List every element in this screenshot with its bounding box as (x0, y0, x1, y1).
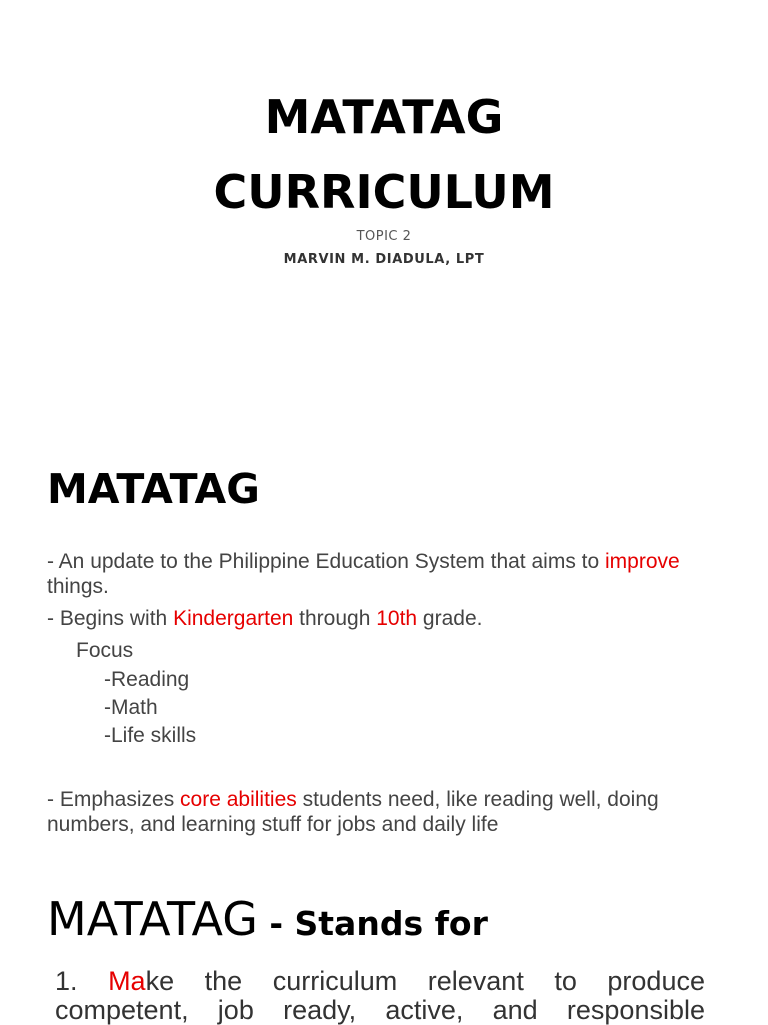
item-text: ke the curriculum relevant to produce competent, job ready, active, and responsible (55, 966, 705, 1025)
definition-text-end: things. (47, 575, 109, 598)
section-heading-matatag: MATATAG (47, 465, 260, 513)
topic-label: TOPIC 2 (356, 229, 412, 244)
highlight-kindergarten: Kindergarten (173, 607, 294, 630)
highlight-improve: improve (605, 550, 680, 573)
emphasis-paragraph (47, 787, 687, 837)
emphasis-text-end: students need, like reading well, doing numbers, and learning stuff for jobs and daily life (47, 788, 659, 836)
cover-title-line2: CURRICULUM (213, 165, 555, 219)
highlight-core-abilities: core abilities (180, 788, 297, 811)
heading-stands-for: - Stands for (257, 904, 488, 943)
grades-text: - Begins with (47, 607, 174, 630)
acronym-letters-ma: Ma (108, 966, 146, 996)
definition-text: - An update to the Philippine Education System that aims to (47, 550, 605, 573)
focus-item-math: -Math (104, 696, 158, 719)
grades-text-end: grade. (417, 607, 483, 630)
section-heading-stands-for (47, 892, 488, 946)
focus-item-life-skills: -Life skills (104, 724, 197, 747)
heading-matatag: MATATAG (47, 892, 258, 946)
grades-paragraph (47, 606, 482, 631)
cover-title-line1: MATATAG (264, 90, 504, 144)
focus-item-reading: -Reading (104, 668, 190, 691)
highlight-10th: 10th (376, 607, 418, 630)
definition-paragraph (47, 549, 687, 599)
author-name: MARVIN M. DIADULA, LPT (283, 252, 485, 267)
item-number: 1. (55, 966, 109, 996)
acronym-item-1 (55, 967, 705, 1025)
focus-label: Focus (76, 639, 134, 662)
grades-text-mid: through (293, 607, 377, 630)
emphasis-text: - Emphasizes (47, 788, 181, 811)
